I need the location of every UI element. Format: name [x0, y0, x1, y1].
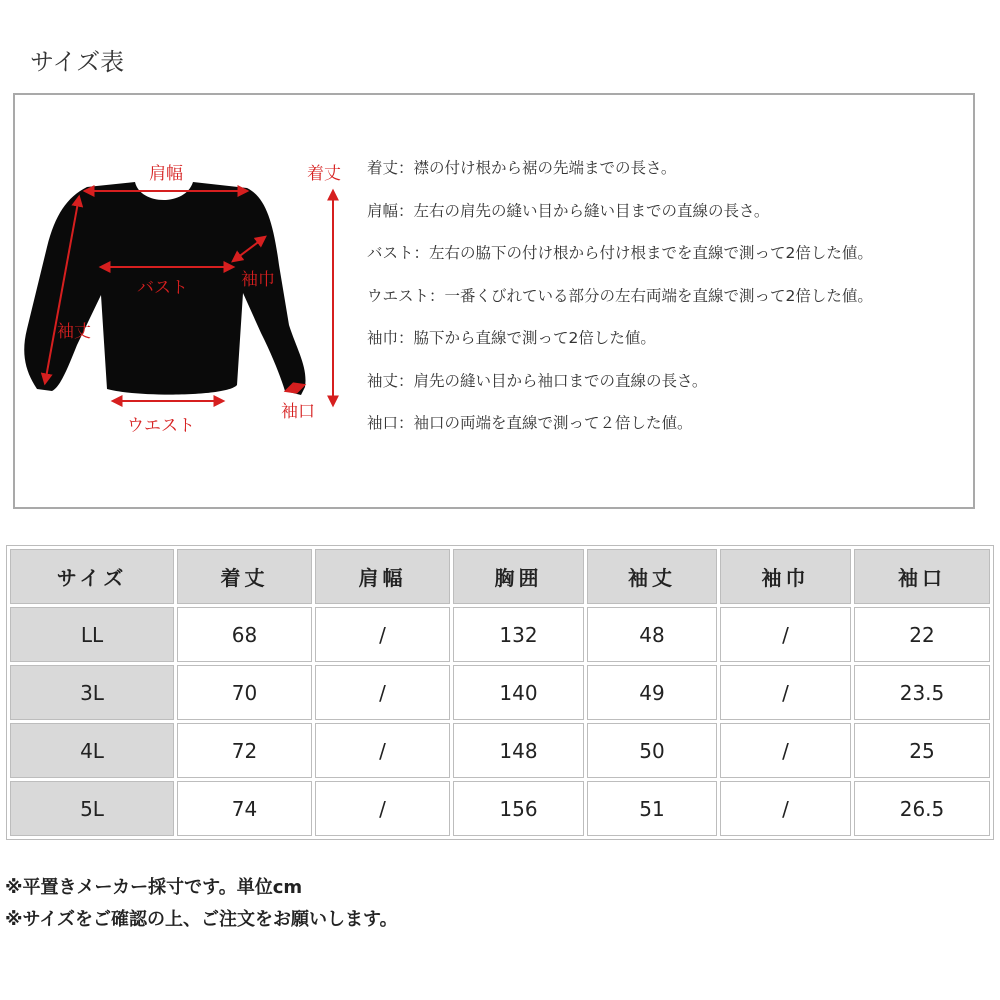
waist-label: ウエスト: [127, 416, 195, 436]
table-cell: 156: [453, 781, 584, 836]
description-bust: バスト：左右の脇下の付け根から付け根までを直線で測って2倍した値。: [367, 244, 873, 262]
header-sleeve-width: 袖巾: [720, 549, 851, 604]
table-cell: 50: [587, 723, 717, 778]
cuff-label: 袖口: [281, 402, 315, 422]
table-cell: /: [720, 607, 851, 662]
header-size: サイズ: [10, 549, 174, 604]
table-cell-size: LL: [10, 607, 174, 662]
table-cell: /: [315, 781, 450, 836]
table-cell: /: [315, 665, 450, 720]
notes: [5, 874, 398, 938]
table-cell: 23.5: [854, 665, 990, 720]
size-table: [6, 545, 994, 840]
table-cell-size: 3L: [10, 665, 174, 720]
table-cell: 26.5: [854, 781, 990, 836]
table-cell: 68: [177, 607, 312, 662]
header-sleeve-length: 袖丈: [587, 549, 717, 604]
table-row: [10, 665, 990, 720]
description-length: 着丈：襟の付け根から裾の先端までの長さ。: [367, 159, 677, 177]
table-cell: 72: [177, 723, 312, 778]
bust-label: バスト: [137, 278, 188, 298]
table-row: [10, 781, 990, 836]
table-row: [10, 723, 990, 778]
header-chest: 胸囲: [453, 549, 584, 604]
sleeve-length-label: 袖丈: [57, 322, 91, 342]
table-header-row: [10, 549, 990, 604]
note-confirm-size: ※サイズをご確認の上、ご注文をお願いします。: [5, 909, 398, 930]
table-cell: 49: [587, 665, 717, 720]
table-cell: /: [315, 607, 450, 662]
description-shoulder: 肩幅：左右の肩先の縫い目から縫い目までの直線の長さ。: [367, 201, 770, 220]
table-cell: 148: [453, 723, 584, 778]
table-cell: 140: [453, 665, 584, 720]
measurement-descriptions: [367, 157, 873, 455]
shoulder-label: 肩幅: [149, 164, 183, 184]
description-cuff: 袖口：袖口の両端を直線で測って２倍した値。: [367, 414, 693, 432]
description-waist: ウエスト：一番くびれている部分の左右両端を直線で測って2倍した値。: [367, 286, 873, 305]
table-cell: 70: [177, 665, 312, 720]
header-shoulder: 肩幅: [315, 549, 450, 604]
description-sleeve-length: 袖丈：肩先の縫い目から袖口までの直線の長さ。: [367, 371, 708, 390]
table-cell: 48: [587, 607, 717, 662]
header-cuff: 袖口: [854, 549, 990, 604]
table-cell: /: [315, 723, 450, 778]
table-cell: /: [720, 781, 851, 836]
note-measurement-unit: ※平置きメーカー採寸です。単位cm: [5, 877, 303, 898]
description-sleeve-width: 袖巾：脇下から直線で測って2倍した値。: [367, 329, 656, 347]
table-cell: /: [720, 723, 851, 778]
table-cell: 22: [854, 607, 990, 662]
table-cell-size: 4L: [10, 723, 174, 778]
table-cell: 132: [453, 607, 584, 662]
table-cell: /: [720, 665, 851, 720]
table-cell: 25: [854, 723, 990, 778]
length-label: 着丈: [307, 164, 341, 184]
page-title: サイズ表: [30, 48, 125, 76]
header-length: 着丈: [177, 549, 312, 604]
table-cell-size: 5L: [10, 781, 174, 836]
table-row: [10, 607, 990, 662]
size-guide-diagram: [13, 93, 975, 509]
table-cell: 74: [177, 781, 312, 836]
table-cell: 51: [587, 781, 717, 836]
sleeve-width-label: 袖巾: [241, 270, 275, 290]
